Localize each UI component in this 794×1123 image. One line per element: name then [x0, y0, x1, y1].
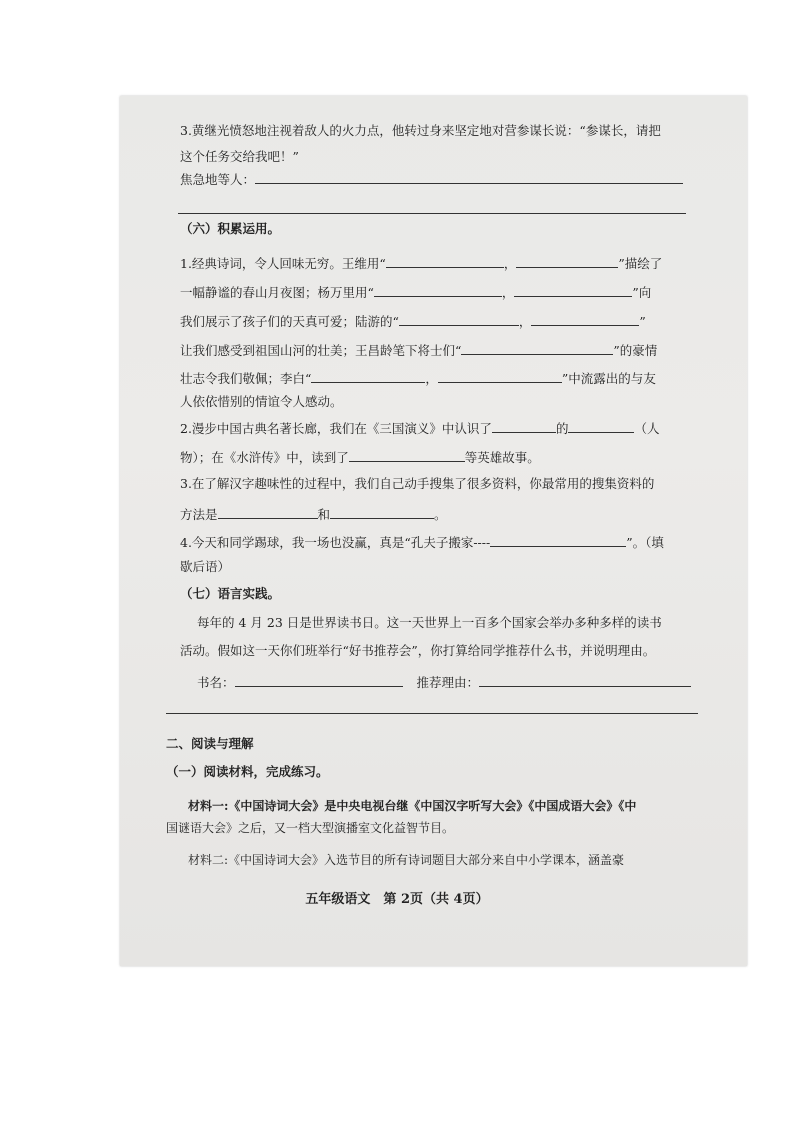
s6-q1-line3	[180, 314, 646, 329]
text: 壮志令我们敬佩；李白“	[180, 371, 312, 386]
text: 。	[434, 507, 447, 522]
answer-blank[interactable]	[386, 256, 504, 268]
text: 和	[317, 507, 331, 522]
text: ，	[425, 371, 438, 386]
s6-q2-line2	[180, 450, 540, 465]
reason-blank[interactable]	[479, 675, 691, 687]
answer-blank[interactable]	[349, 450, 465, 462]
text: 物）；在《水浒传》中，读到了	[180, 450, 349, 465]
text: ”	[639, 314, 646, 329]
answer-blank[interactable]	[218, 507, 318, 519]
text: 方法是	[180, 507, 218, 522]
answer-blank[interactable]	[516, 256, 618, 268]
s6-q1-line5	[180, 371, 656, 386]
answer-blank[interactable]	[311, 371, 425, 383]
text: ”中流露出的与友	[561, 371, 656, 386]
page-footer: 五年级语文 第 2页（共 4页）	[305, 892, 489, 907]
answer-blank[interactable]	[438, 371, 562, 383]
s6-q1-line4	[180, 343, 657, 358]
reason-label: 推荐理由：	[416, 675, 480, 690]
q3-line3	[180, 172, 683, 187]
text: ”。（填	[626, 535, 664, 550]
s6-q3-line2	[180, 507, 447, 522]
s6-q1-line6: 人依依惜别的情谊令人感动。	[180, 394, 343, 409]
answer-blank[interactable]	[330, 507, 434, 519]
answer-blank[interactable]	[461, 343, 613, 355]
answer-blank[interactable]	[531, 314, 639, 326]
q3-line1: 3.黄继光愤怒地注视着敌人的火力点，他转过身来坚定地对营参谋长说：“参谋长，请把	[180, 123, 661, 138]
material2-line1: 材料二:《中国诗词大会》入选节目的所有诗词题目大部分来自中小学课本，涵盖豪	[188, 853, 625, 867]
s7-book-row	[197, 675, 691, 690]
answer-line[interactable]	[178, 213, 686, 214]
s6-q4-line1	[180, 535, 664, 550]
s6-q3-line1: 3.在了解汉字趣味性的过程中，我们自己动手搜集了很多资料，你最常用的搜集资料的	[180, 476, 655, 491]
text: 让我们感受到祖国山河的壮美；王昌龄笔下将士们“	[180, 343, 462, 358]
text: 4.今天和同学踢球，我一场也没赢，真是“孔夫子搬家----	[180, 535, 491, 550]
text: ，	[518, 314, 532, 329]
book-name-blank[interactable]	[235, 675, 403, 687]
text: ”描绘了	[618, 256, 663, 271]
q3-line3-prefix: 焦急地等人：	[180, 172, 256, 187]
material1-line1: 材料一:《中国诗词大会》是中央电视台继《中国汉字听写大会》《中国成语大会》《中	[188, 799, 637, 813]
answer-blank[interactable]	[374, 285, 502, 297]
s6-q1-line2	[180, 285, 651, 300]
text: ，	[501, 285, 515, 300]
answer-blank[interactable]	[490, 535, 626, 547]
s7-para-line2: 活动。假如这一天你们班举行“好书推荐会”，你打算给同学推荐什么书，并说明理由。	[180, 643, 656, 658]
section6-title: （六）积累运用。	[180, 221, 281, 236]
text: ”向	[632, 285, 652, 300]
book-name-label: 书名：	[197, 675, 235, 690]
section7-title: （七）语言实践。	[180, 586, 281, 601]
text: 2.漫步中国古典名著长廊，我们在《三国演义》中认识了	[180, 421, 492, 436]
text: 1.经典诗词，令人回味无穷。王维用“	[180, 256, 386, 271]
answer-blank[interactable]	[514, 285, 632, 297]
text: 等英雄故事。	[464, 450, 540, 465]
answer-blank[interactable]	[568, 421, 634, 433]
answer-blank[interactable]	[492, 421, 556, 433]
q3-line2: 这个任务交给我吧！”	[180, 149, 299, 164]
part2-title: 二、阅读与理解	[166, 736, 254, 751]
text: 我们展示了孩子们的天真可爱；陆游的“	[180, 314, 399, 329]
text: （人	[634, 421, 660, 436]
answer-line[interactable]	[166, 713, 698, 714]
s6-q1-line1	[180, 256, 662, 271]
s7-para-line1: 每年的 4 月 23 日是世界读书日。这一天世界上一百多个国家会举办多种多样的读书	[197, 615, 662, 630]
text: 一幅静谧的春山月夜图；杨万里用“	[180, 285, 374, 300]
answer-blank[interactable]	[255, 172, 683, 184]
s6-q4-line2: 歇后语）	[180, 559, 231, 574]
answer-blank[interactable]	[399, 314, 519, 326]
s6-q2-line1	[180, 421, 659, 436]
part2-subtitle: （一）阅读材料，完成练习。	[166, 764, 329, 779]
material1-line2: 国谜语大会》之后，又一档大型演播室文化益智节目。	[166, 821, 455, 835]
text: ，	[503, 256, 517, 271]
text: 的	[555, 421, 569, 436]
text: ”的豪情	[613, 343, 658, 358]
